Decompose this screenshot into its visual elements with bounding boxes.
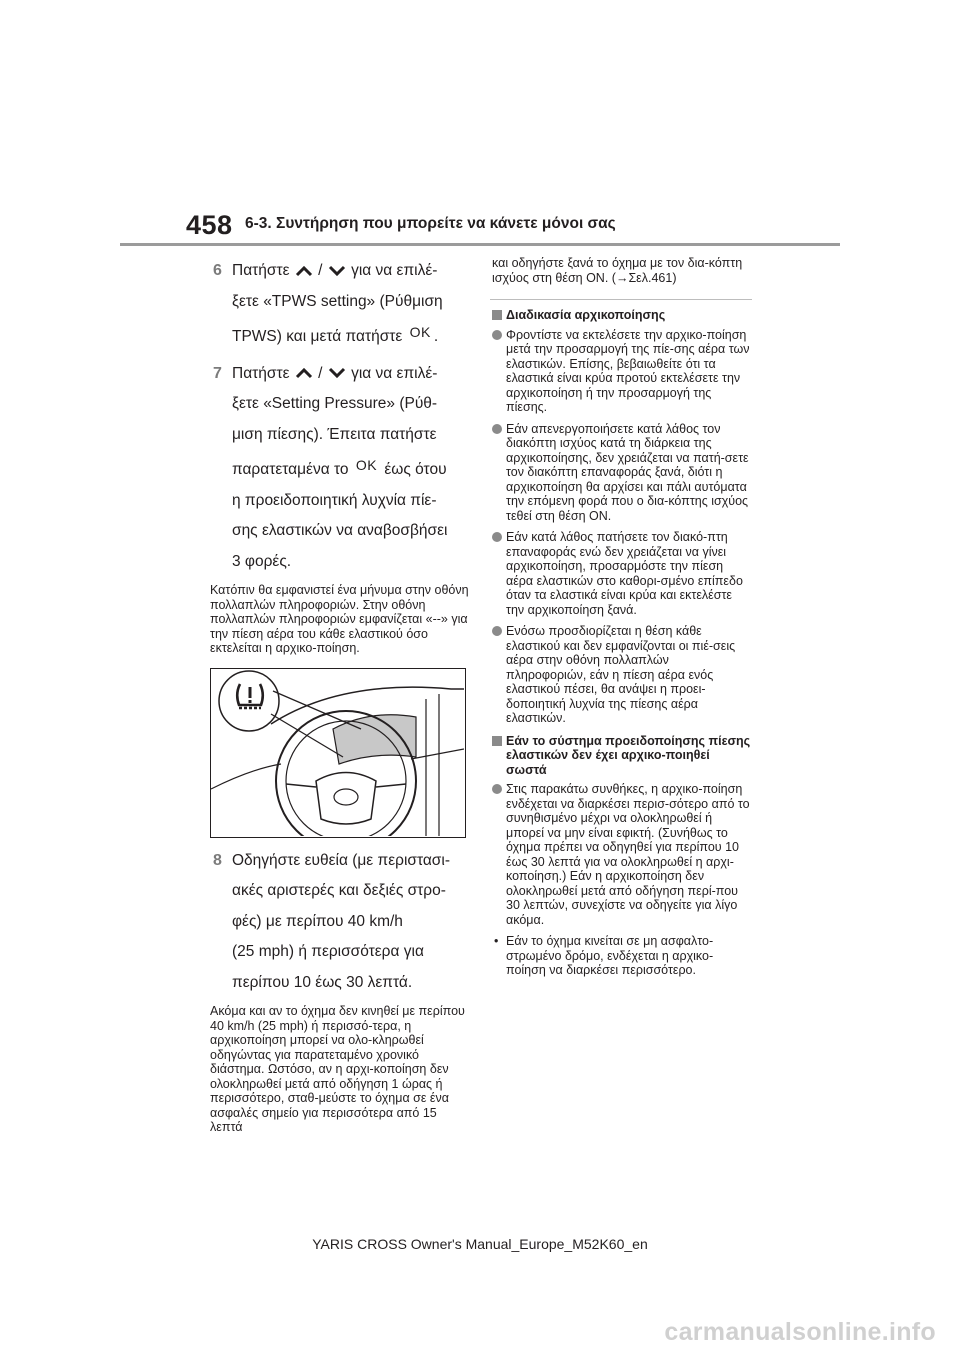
dot-bullet-icon: • bbox=[494, 934, 499, 948]
list-item-text: Ενόσω προσδιορίζεται η θέση κάθε ελαστικού και δεν εμφανίζονται οι πιέ-σεις αέρα στην οθόνη πολλαπλών πληροφοριών, εάν η πίεση αέρα ενός ελαστικού πέσει, θα ανάψει η προει-δοποιητική λυχνία της πίεσης αέρα ελαστικών. bbox=[506, 624, 736, 725]
square-bullet-icon bbox=[492, 736, 502, 746]
step-text: . bbox=[433, 328, 439, 345]
step-text: για να επιλέ- bbox=[351, 262, 438, 279]
heading-not-initialized bbox=[492, 734, 752, 778]
step-text: Πατήστε bbox=[232, 364, 290, 382]
step-text: παρατεταμένα το bbox=[232, 461, 349, 478]
step-text: φές) με περίπου 40 km/h bbox=[232, 912, 403, 930]
heading-initialization-procedure bbox=[492, 308, 752, 323]
step-text: ακές αριστερές και δεξιές στρο- bbox=[232, 882, 446, 899]
step-text: Πατήστε bbox=[232, 262, 290, 279]
step-text: μιση πίεσης). Έπειτα πατήστε bbox=[232, 425, 437, 443]
step-text: η προειδοποιητική λυχνία πίε- bbox=[232, 491, 437, 509]
list-item bbox=[492, 782, 752, 927]
chevron-down-icon bbox=[328, 264, 346, 278]
circle-bullet-icon bbox=[492, 532, 502, 542]
heading-text: Εάν το σύστημα προειδοποίησης πίεσης ελαστικών δεν έχει αρχικο-ποιηθεί σωστά bbox=[506, 733, 751, 777]
circle-bullet-icon bbox=[492, 626, 502, 636]
watermark: carmanualsonline.info bbox=[664, 1318, 936, 1346]
slash-separator: / bbox=[318, 262, 323, 279]
section-rule bbox=[490, 299, 752, 300]
step-text: 3 φορές. bbox=[232, 552, 292, 570]
step-number: 8 bbox=[213, 851, 222, 869]
tire-pressure-warning-icon bbox=[233, 679, 267, 713]
list-item-text: Στις παρακάτω συνθήκες, η αρχικο-ποίηση ενδέχεται να διαρκέσει περισ-σότερο από το συνηθισμένο μέχρι να ολοκληρωθεί ή μπορεί να μην είναι εφικτή. (Συνήθως το όχημα πρέπει να οδηγηθεί για περίπου 10 έως 30 λεπτά για να ολοκληρωθεί η αρχι-κοποίηση.) Εάν η αρχικοποίηση δεν ολοκληρωθεί μετά από οδήγηση περί-που 30 λεπτών, συνεχίστε να οδηγείτε για λίγο ακόμα. bbox=[506, 782, 750, 927]
list-item bbox=[492, 624, 752, 726]
square-bullet-icon bbox=[492, 310, 502, 320]
circle-bullet-icon bbox=[492, 784, 502, 794]
continuation-text: και οδηγήστε ξανά το όχημα με τον δια-κόπτη ισχύος στη θέση ON. (→Σελ.461) bbox=[492, 256, 743, 285]
footer-manual-id: YARIS CROSS Owner's Manual_Europe_M52K60_en bbox=[312, 1236, 648, 1252]
step-text: TPWS) και μετά πατήστε bbox=[232, 328, 403, 345]
list-item bbox=[492, 328, 752, 415]
chevron-up-icon bbox=[295, 264, 313, 278]
step-7-note: Κατόπιν θα εμφανιστεί ένα μήνυμα στην οθόνη πολλαπλών πληροφοριών. Στην οθόνη πολλαπλών πληροφοριών εμφανίζεται «--» για την πίεση αέρα του κάθε ελαστικού όσο εκτελείται η αρχικο-ποίηση. bbox=[210, 583, 469, 655]
page-number: 458 bbox=[186, 210, 233, 240]
step-text: ξετε «TPWS setting» (Ρύθμιση bbox=[232, 292, 443, 310]
list-item bbox=[492, 422, 752, 524]
section-title: 6-3. Συντήρηση που μπορείτε να κάνετε μόνοι σας bbox=[245, 215, 616, 232]
list-item-text: Εάν απενεργοποιήσετε κατά λάθος τον διακόπτη ισχύος κατά τη διάρκεια της αρχικοποίησης, δεν χρειάζεται να πατή-σετε τον διακόπτη επαναφοράς ξανά, διότι η αρχικοποίηση θα αρχίσει και πάλι αυτόματα την επόμενη φορά που ο δια-κόπτης ισχύος τεθεί στη θέση ON. bbox=[506, 421, 749, 523]
step-7 bbox=[210, 359, 470, 578]
step-8 bbox=[210, 846, 470, 999]
slash-separator: / bbox=[318, 364, 323, 382]
ok-button-icon: OK bbox=[355, 457, 378, 473]
step-text: Οδηγήστε ευθεία (με περιστασι- bbox=[232, 851, 450, 869]
step-text: σης ελαστικών να αναβοσβήσει bbox=[232, 522, 448, 539]
dashboard-illustration bbox=[210, 668, 466, 838]
list-item-text: Εάν κατά λάθος πατήσετε τον διακό-πτη επαναφοράς ενώ δεν χρειάζεται να γίνει αρχικοποίηση, προσαρμόστε την πίεση αέρα ελαστικών στο καθορι-σμένο επίπεδο όταν τα ελαστικά είναι κρύα και εκτελέστε την αρχικοποίηση ξανά. bbox=[506, 530, 743, 617]
list-item-text: Εάν το όχημα κινείται σε μη ασφαλτο-στρωμένο δρόμο, ενδέχεται η αρχικο-ποίηση να διαρκέσει περισσότερο. bbox=[506, 934, 714, 977]
step-text: για να επιλέ- bbox=[351, 364, 438, 382]
step-text: ξετε «Setting Pressure» (Ρύθ- bbox=[232, 395, 438, 412]
step-number: 6 bbox=[213, 262, 222, 279]
list-item-text: Φροντίστε να εκτελέσετε την αρχικο-ποίηση μετά την προσαρμογή της πίε-σης αέρα των ελαστικών. Επίσης, βεβαιωθείτε ότι τα ελαστικά είναι κρύα προτού εκτελέσετε την αρχικοποίηση ή την προσαρμογή της πίεσης. bbox=[506, 327, 750, 414]
circle-bullet-icon bbox=[492, 330, 502, 340]
heading-text: Διαδικασία αρχικοποίησης bbox=[506, 308, 666, 322]
ok-button-icon: OK bbox=[409, 324, 431, 340]
header-rule bbox=[120, 243, 840, 246]
chevron-down-icon bbox=[328, 366, 346, 380]
step-number: 7 bbox=[213, 364, 222, 382]
left-column bbox=[210, 256, 470, 1145]
right-column bbox=[490, 256, 752, 982]
list-item bbox=[492, 530, 752, 617]
step-8-note: Ακόμα και αν το όχημα δεν κινηθεί με περίπου 40 km/h (25 mph) ή περισσό-τερα, η αρχικοποίηση μπορεί να ολο-κληρωθεί οδηγώντας για παρατεταμένο χρονικό διάστημα. Ωστόσο, αν η αρχι-κοποίηση δεν ολοκληρωθεί μετά από οδήγηση 1 ώρας ή περισσότερο, σταθ-μεύστε το όχημα σε ένα ασφαλές σημείο για περισσότερα από 15 λεπτά bbox=[210, 1004, 465, 1134]
step-text: περίπου 10 έως 30 λεπτά. bbox=[232, 973, 413, 991]
chevron-up-icon bbox=[295, 366, 313, 380]
step-6 bbox=[210, 256, 470, 353]
list-item bbox=[492, 934, 752, 978]
circle-bullet-icon bbox=[492, 424, 502, 434]
step-text: (25 mph) ή περισσότερα για bbox=[232, 943, 424, 960]
step-text: έως ότου bbox=[384, 461, 447, 478]
